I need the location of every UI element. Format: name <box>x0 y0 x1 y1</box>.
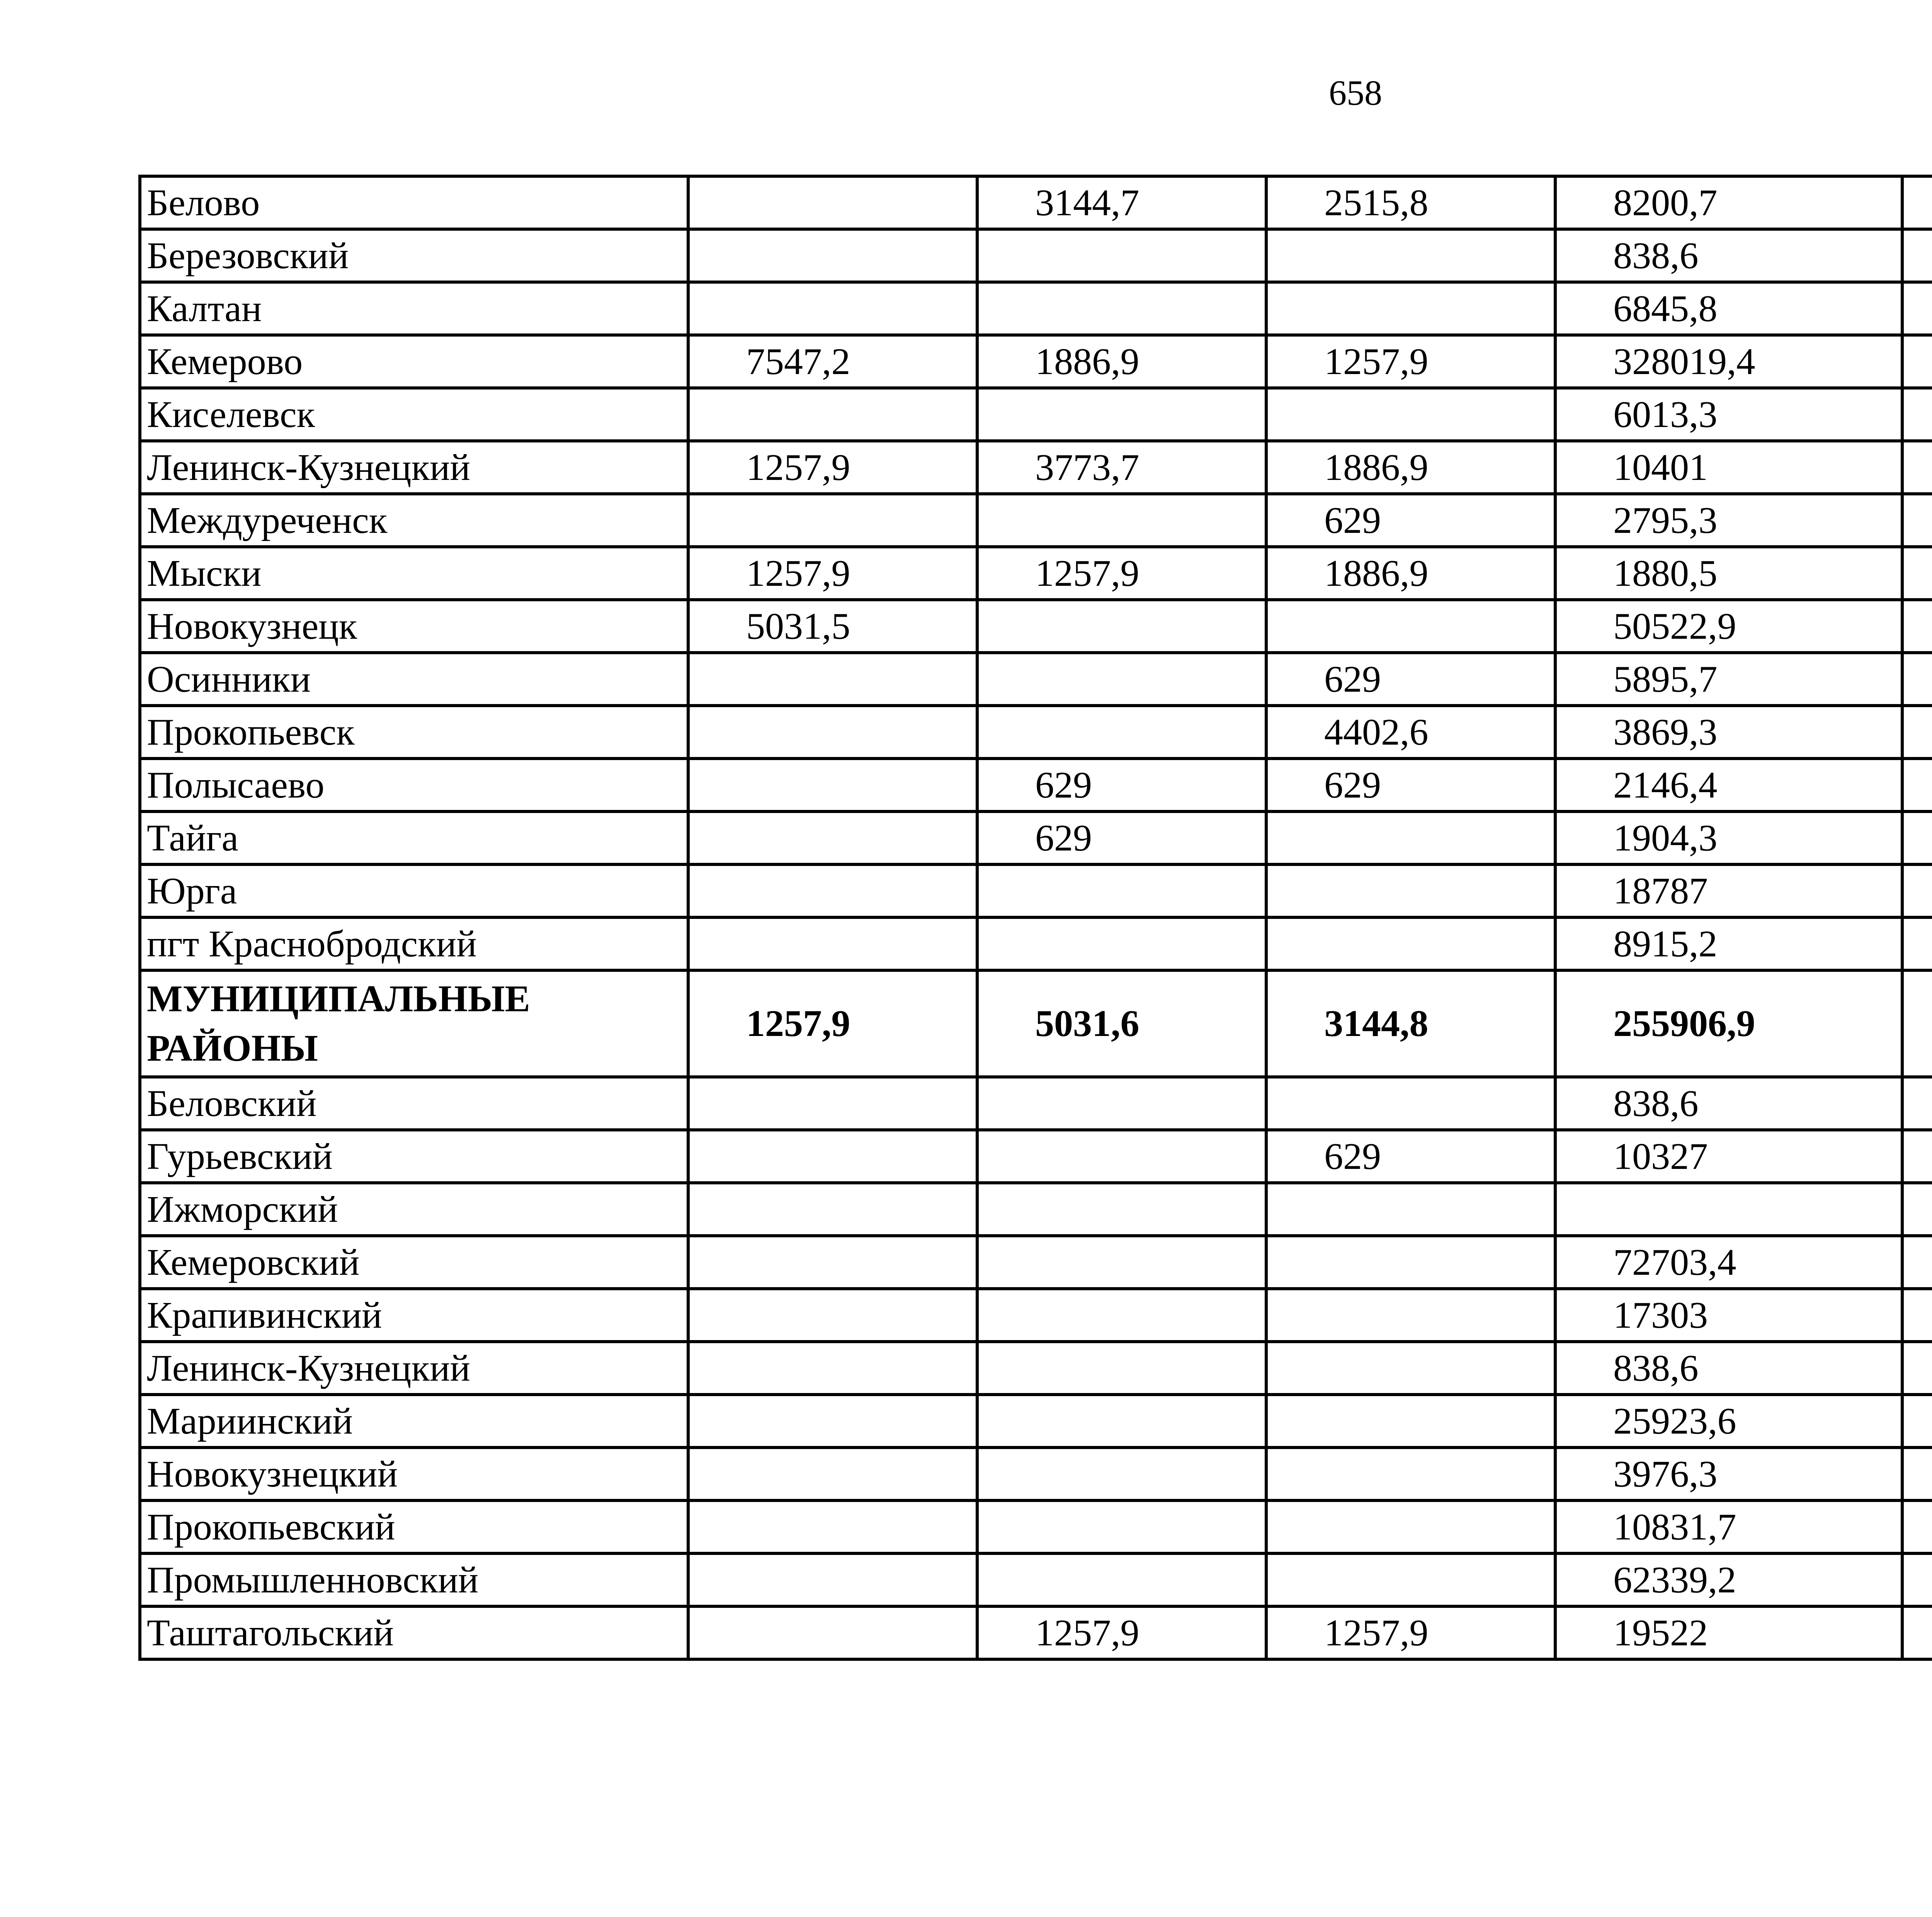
value-cell-c1 <box>688 811 977 864</box>
value-cell-c4: 838,6 <box>1555 229 1902 282</box>
value-cell-c5 <box>1902 335 1932 388</box>
row-name-cell: Калтан <box>140 282 688 335</box>
value-cell-c2: 1886,9 <box>977 335 1266 388</box>
value-cell-c5 <box>1902 600 1932 653</box>
value-cell-c5 <box>1902 864 1932 917</box>
value-cell-c1 <box>688 1183 977 1236</box>
value-cell-c5 <box>1902 1500 1932 1553</box>
row-name-cell: Беловский <box>140 1077 688 1130</box>
value-cell-c3 <box>1266 282 1555 335</box>
value-cell-c5 <box>1902 1342 1932 1395</box>
row-name-cell: Ленинск-Кузнецкий <box>140 1342 688 1395</box>
value-cell-c2: 5031,6 <box>977 970 1266 1077</box>
value-cell-c2 <box>977 388 1266 441</box>
value-cell-c4: 50522,9 <box>1555 600 1902 653</box>
value-cell-c4: 2795,3 <box>1555 494 1902 547</box>
row-name-cell: Киселевск <box>140 388 688 441</box>
value-cell-c2 <box>977 706 1266 759</box>
value-cell-c1: 5031,5 <box>688 600 977 653</box>
value-cell-c4: 838,6 <box>1555 1342 1902 1395</box>
table-row <box>140 388 1932 441</box>
value-cell-c5 <box>1902 706 1932 759</box>
table-row <box>140 229 1932 282</box>
table-row <box>140 1077 1932 1130</box>
value-cell-c4: 1904,3 <box>1555 811 1902 864</box>
value-cell-c4: 10327 <box>1555 1130 1902 1183</box>
value-cell-c3: 629 <box>1266 494 1555 547</box>
value-cell-c5 <box>1902 1448 1932 1500</box>
value-cell-c1 <box>688 1077 977 1130</box>
value-cell-c3 <box>1266 811 1555 864</box>
value-cell-c2 <box>977 282 1266 335</box>
value-cell-c3: 629 <box>1266 1130 1555 1183</box>
value-cell-c1 <box>688 494 977 547</box>
value-cell-c1: 1257,9 <box>688 547 977 600</box>
value-cell-c5 <box>1902 1077 1932 1130</box>
value-cell-c1 <box>688 653 977 706</box>
value-cell-c3 <box>1266 1183 1555 1236</box>
value-cell-c4: 10401 <box>1555 441 1902 494</box>
row-name-cell: Ленинск-Кузнецкий <box>140 441 688 494</box>
table-row <box>140 1130 1932 1183</box>
value-cell-c5 <box>1902 547 1932 600</box>
value-cell-c5 <box>1902 1395 1932 1448</box>
value-cell-c1 <box>688 1606 977 1659</box>
table-row <box>140 864 1932 917</box>
row-name-cell: Тайга <box>140 811 688 864</box>
value-cell-c3 <box>1266 1236 1555 1289</box>
value-cell-c5 <box>1902 1130 1932 1183</box>
value-cell-c2 <box>977 1289 1266 1342</box>
value-cell-c5 <box>1902 1183 1932 1236</box>
value-cell-c4: 10831,7 <box>1555 1500 1902 1553</box>
table-row <box>140 547 1932 600</box>
value-cell-c4: 8200,7 <box>1555 176 1902 229</box>
data-table <box>138 175 1932 1661</box>
value-cell-c1 <box>688 864 977 917</box>
row-name-cell: Гурьевский <box>140 1130 688 1183</box>
value-cell-c5 <box>1902 388 1932 441</box>
value-cell-c4: 8915,2 <box>1555 917 1902 970</box>
row-name-cell: Новокузнецкий <box>140 1448 688 1500</box>
page-number: 658 <box>1329 73 1382 112</box>
table-row <box>140 1289 1932 1342</box>
value-cell-c3: 629 <box>1266 653 1555 706</box>
value-cell-c5 <box>1902 282 1932 335</box>
value-cell-c3: 1886,9 <box>1266 547 1555 600</box>
row-name-cell: Мыски <box>140 547 688 600</box>
value-cell-c5 <box>1902 970 1932 1077</box>
table-row <box>140 917 1932 970</box>
value-cell-c3: 1886,9 <box>1266 441 1555 494</box>
row-name-cell: Прокопьевск <box>140 706 688 759</box>
row-name-cell: Промышленновский <box>140 1553 688 1606</box>
value-cell-c5 <box>1902 653 1932 706</box>
value-cell-c2 <box>977 229 1266 282</box>
value-cell-c2 <box>977 917 1266 970</box>
value-cell-c2 <box>977 1077 1266 1130</box>
value-cell-c3: 1257,9 <box>1266 1606 1555 1659</box>
table-row <box>140 1236 1932 1289</box>
value-cell-c4: 3976,3 <box>1555 1448 1902 1500</box>
value-cell-c3 <box>1266 917 1555 970</box>
row-name-cell: Междуреченск <box>140 494 688 547</box>
value-cell-c4: 6013,3 <box>1555 388 1902 441</box>
row-name-cell: Белово <box>140 176 688 229</box>
value-cell-c2 <box>977 494 1266 547</box>
value-cell-c3: 1257,9 <box>1266 335 1555 388</box>
value-cell-c2: 629 <box>977 811 1266 864</box>
value-cell-c5 <box>1902 176 1932 229</box>
value-cell-c1: 1257,9 <box>688 970 977 1077</box>
value-cell-c5 <box>1902 1236 1932 1289</box>
table-row <box>140 441 1932 494</box>
value-cell-c2 <box>977 1236 1266 1289</box>
row-name-cell: Березовский <box>140 229 688 282</box>
table-row <box>140 811 1932 864</box>
value-cell-c3 <box>1266 864 1555 917</box>
value-cell-c1: 1257,9 <box>688 441 977 494</box>
value-cell-c4: 3869,3 <box>1555 706 1902 759</box>
value-cell-c2 <box>977 1342 1266 1395</box>
value-cell-c1 <box>688 1553 977 1606</box>
value-cell-c2: 3773,7 <box>977 441 1266 494</box>
value-cell-c5 <box>1902 441 1932 494</box>
table-row <box>140 282 1932 335</box>
value-cell-c2 <box>977 1395 1266 1448</box>
table-body <box>140 176 1932 1659</box>
value-cell-c1 <box>688 1448 977 1500</box>
value-cell-c4: 18787 <box>1555 864 1902 917</box>
row-name-cell: пгт Краснобродский <box>140 917 688 970</box>
value-cell-c1 <box>688 706 977 759</box>
value-cell-c1 <box>688 1500 977 1553</box>
value-cell-c4: 62339,2 <box>1555 1553 1902 1606</box>
table-row <box>140 1395 1932 1448</box>
value-cell-c5 <box>1902 759 1932 811</box>
value-cell-c4 <box>1555 1183 1902 1236</box>
value-cell-c2: 3144,7 <box>977 176 1266 229</box>
value-cell-c5 <box>1902 1289 1932 1342</box>
value-cell-c3 <box>1266 1077 1555 1130</box>
value-cell-c1 <box>688 1342 977 1395</box>
value-cell-c4: 17303 <box>1555 1289 1902 1342</box>
value-cell-c4: 6845,8 <box>1555 282 1902 335</box>
value-cell-c5 <box>1902 811 1932 864</box>
value-cell-c1 <box>688 1130 977 1183</box>
value-cell-c3 <box>1266 1395 1555 1448</box>
value-cell-c1 <box>688 1236 977 1289</box>
value-cell-c1 <box>688 759 977 811</box>
value-cell-c1 <box>688 1395 977 1448</box>
value-cell-c3: 629 <box>1266 759 1555 811</box>
table-row <box>140 176 1932 229</box>
value-cell-c4: 5895,7 <box>1555 653 1902 706</box>
value-cell-c2 <box>977 1130 1266 1183</box>
row-name-cell: Кемерово <box>140 335 688 388</box>
value-cell-c1 <box>688 229 977 282</box>
value-cell-c4: 328019,4 <box>1555 335 1902 388</box>
value-cell-c5 <box>1902 1553 1932 1606</box>
table-row <box>140 335 1932 388</box>
table-row <box>140 653 1932 706</box>
table-row <box>140 1500 1932 1553</box>
value-cell-c2: 1257,9 <box>977 1606 1266 1659</box>
row-name-cell: Новокузнецк <box>140 600 688 653</box>
row-name-cell: Осинники <box>140 653 688 706</box>
value-cell-c5 <box>1902 494 1932 547</box>
table-row <box>140 494 1932 547</box>
value-cell-c2 <box>977 864 1266 917</box>
value-cell-c3 <box>1266 600 1555 653</box>
table-row <box>140 1342 1932 1395</box>
value-cell-c3 <box>1266 1500 1555 1553</box>
row-name-cell: Полысаево <box>140 759 688 811</box>
value-cell-c2 <box>977 1500 1266 1553</box>
table-row <box>140 1183 1932 1236</box>
value-cell-c4: 72703,4 <box>1555 1236 1902 1289</box>
value-cell-c3: 2515,8 <box>1266 176 1555 229</box>
value-cell-c4: 838,6 <box>1555 1077 1902 1130</box>
row-name-cell: Прокопьевский <box>140 1500 688 1553</box>
value-cell-c5 <box>1902 229 1932 282</box>
value-cell-c2 <box>977 600 1266 653</box>
value-cell-c3: 4402,6 <box>1266 706 1555 759</box>
value-cell-c4: 2146,4 <box>1555 759 1902 811</box>
value-cell-c1: 7547,2 <box>688 335 977 388</box>
value-cell-c2: 1257,9 <box>977 547 1266 600</box>
table-row <box>140 1448 1932 1500</box>
table-row <box>140 1606 1932 1659</box>
value-cell-c4: 1880,5 <box>1555 547 1902 600</box>
value-cell-c3 <box>1266 1342 1555 1395</box>
row-name-cell: МУНИЦИПАЛЬНЫЕ РАЙОНЫ <box>140 970 688 1077</box>
table-row <box>140 1553 1932 1606</box>
value-cell-c4: 25923,6 <box>1555 1395 1902 1448</box>
value-cell-c3: 3144,8 <box>1266 970 1555 1077</box>
value-cell-c1 <box>688 917 977 970</box>
value-cell-c5 <box>1902 1606 1932 1659</box>
value-cell-c2 <box>977 1553 1266 1606</box>
row-name-cell: Мариинский <box>140 1395 688 1448</box>
table-row <box>140 759 1932 811</box>
table-row <box>140 600 1932 653</box>
value-cell-c1 <box>688 282 977 335</box>
value-cell-c2 <box>977 653 1266 706</box>
row-name-cell: Ижморский <box>140 1183 688 1236</box>
value-cell-c1 <box>688 176 977 229</box>
table-row <box>140 706 1932 759</box>
value-cell-c3 <box>1266 1448 1555 1500</box>
value-cell-c2: 629 <box>977 759 1266 811</box>
row-name-cell: Таштагольский <box>140 1606 688 1659</box>
value-cell-c4: 19522 <box>1555 1606 1902 1659</box>
row-name-cell: Крапивинский <box>140 1289 688 1342</box>
value-cell-c1 <box>688 1289 977 1342</box>
value-cell-c3 <box>1266 388 1555 441</box>
value-cell-c2 <box>977 1183 1266 1236</box>
row-name-cell: Кемеровский <box>140 1236 688 1289</box>
summary-row <box>140 970 1932 1077</box>
value-cell-c5 <box>1902 917 1932 970</box>
value-cell-c3 <box>1266 1553 1555 1606</box>
row-name-cell: Юрга <box>140 864 688 917</box>
value-cell-c3 <box>1266 1289 1555 1342</box>
value-cell-c2 <box>977 1448 1266 1500</box>
value-cell-c1 <box>688 388 977 441</box>
value-cell-c4: 255906,9 <box>1555 970 1902 1077</box>
value-cell-c3 <box>1266 229 1555 282</box>
